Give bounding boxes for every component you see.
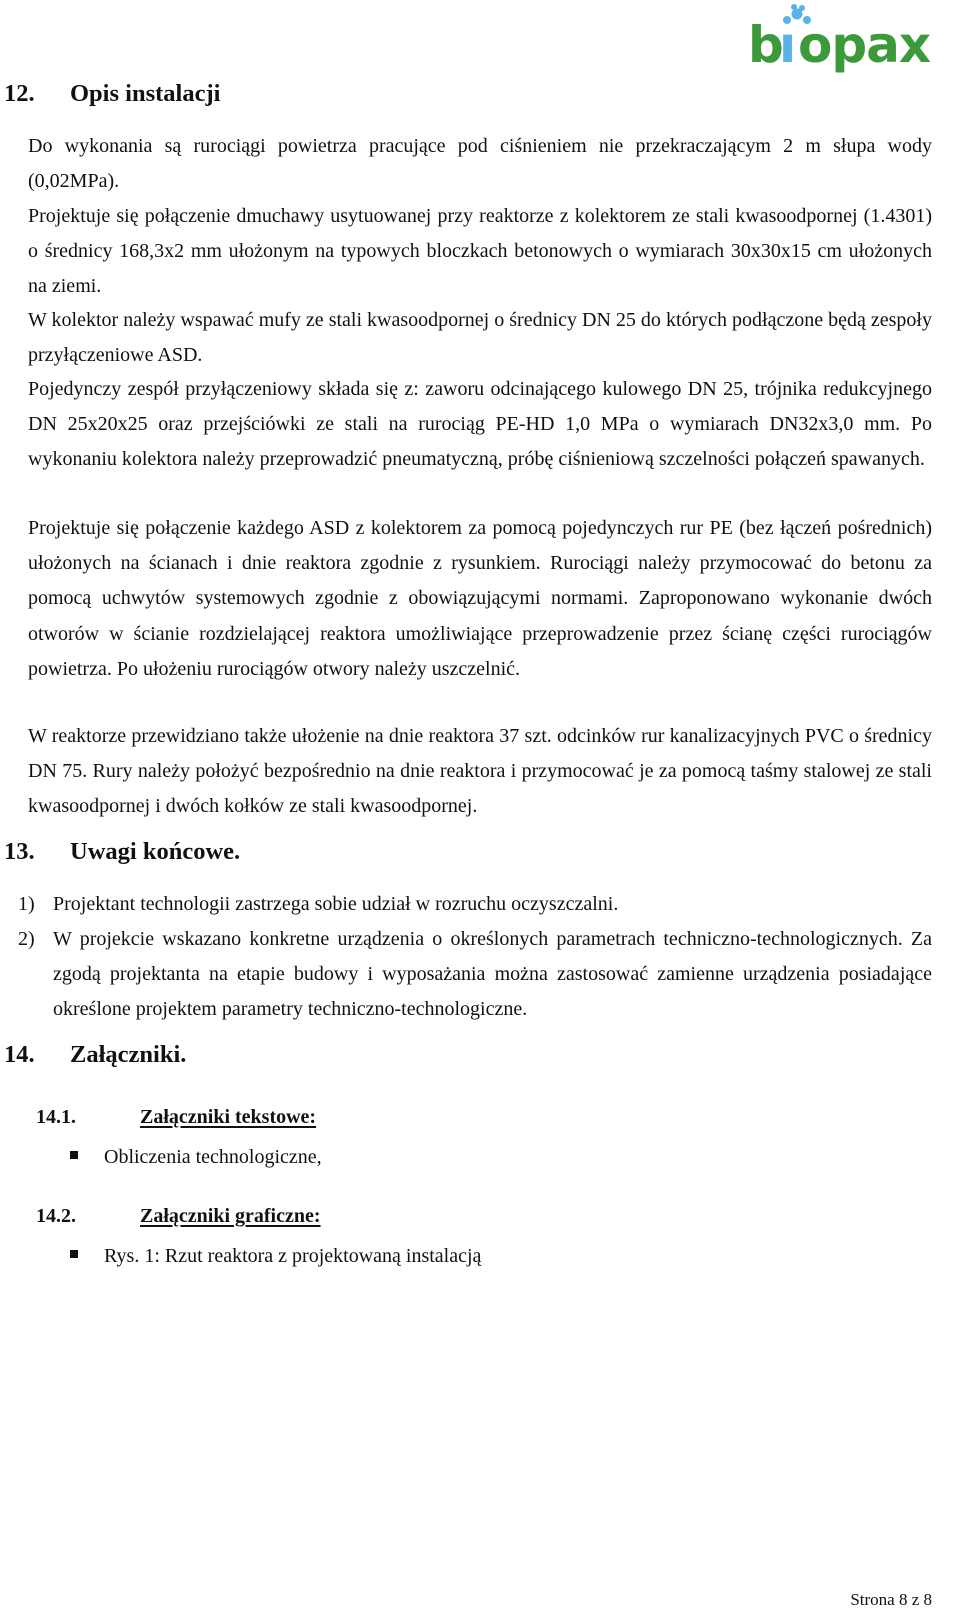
- list-text: Projektant technologii zastrzega sobie udział w rozruchu oczyszczalni.: [53, 893, 619, 915]
- subsection-14-1-heading: [36, 1106, 316, 1129]
- section-13-heading: [4, 838, 240, 866]
- square-bullet-icon: [70, 1250, 78, 1258]
- list-marker: 1): [18, 893, 35, 915]
- list-text: W projekcie wskazano konkretne urządzenia o określonych parametrach techniczno-technologicznych. Za zgodą projektanta na etapie budowy i wyposażania można zastosować zamienne urządzenia posiadające określone projektem parametry techniczno-technologiczne.: [53, 928, 932, 1020]
- svg-text:b: b: [748, 16, 783, 74]
- bullet-item: [70, 1146, 322, 1169]
- list-marker: 2): [18, 928, 35, 950]
- subsection-title: Załączniki graficzne:: [140, 1205, 321, 1227]
- svg-text:ı: ı: [779, 16, 797, 74]
- section-number: 12.: [4, 80, 35, 107]
- subsection-14-2-heading: [36, 1205, 321, 1228]
- svg-text:opax: opax: [798, 16, 931, 74]
- section-title: Załączniki.: [70, 1041, 187, 1068]
- section-title: Opis instalacji: [70, 80, 221, 107]
- paragraph: W reaktorze przewidziano także ułożenie na dnie reaktora 37 szt. odcinków rur kanalizacyjnych PVC o średnicy DN 75. Rury należy położyć bezpośrednio na dnie reaktora i przymocować je za pomocą taśmy stalowej ze stali kwasoodpornej i dwóch kołków ze stali kwasoodpornej.: [28, 725, 932, 818]
- paragraph: Projektuje się połączenie dmuchawy usytuowanej przy reaktorze z kolektorem ze stali kwasoodpornej (1.4301) o średnicy 168,3x2 mm ułożonym na typowych bloczkach betonowych o wymiarach 30x30x15 cm ułożonych na ziemi.: [28, 205, 932, 298]
- section-title: Uwagi końcowe.: [70, 838, 241, 865]
- page-number: Strona 8 z 8: [850, 1590, 932, 1609]
- paragraph: Pojedynczy zespół przyłączeniowy składa się z: zaworu odcinającego kulowego DN 25, trójnika redukcyjnego DN 25x20x25 oraz przejściówki ze stali na rurociąg PE-HD 1,0 MPa o wymiarach DN32x3,0 mm. Po wykonaniu kolektora należy przeprowadzić pneumatyczną, próbę ciśnieniową szczelności połączeń spawanych.: [28, 378, 932, 471]
- section-14-heading: [4, 1041, 186, 1069]
- paragraph: Projektuje się połączenie każdego ASD z kolektorem za pomocą pojedynczych rur PE (bez łączeń pośrednich) ułożonych na ścianach i dnie reaktora zgodnie z rysunkiem. Rurociągi należy przymocować do betonu za pomocą uchwytów systemowych zgodnie z obowiązującymi normami. Zaproponowano wykonanie dwóch otworów w ścianie rozdzielającej reaktora umożliwiające przeprowadzenie przez ścianę części rurociągów powietrza. Po ułożeniu rurociągów otwory należy uszczelnić.: [28, 517, 932, 680]
- subsection-title: Załączniki tekstowe:: [140, 1106, 317, 1128]
- subsection-number: 14.2.: [36, 1205, 76, 1227]
- paragraph: W kolektor należy wspawać mufy ze stali kwasoodpornej o średnicy DN 25 do których podłączone będą zespoły przyłączeniowe ASD.: [28, 309, 932, 367]
- paragraph: Do wykonania są rurociągi powietrza pracujące pod ciśnieniem nie przekraczającym 2 m słupa wody (0,02MPa).: [28, 135, 932, 193]
- section-number: 14.: [4, 1041, 35, 1068]
- bullet-text: Obliczenia technologiczne,: [104, 1146, 322, 1168]
- bullet-text: Rys. 1: Rzut reaktora z projektowaną instalacją: [104, 1245, 482, 1267]
- square-bullet-icon: [70, 1151, 78, 1159]
- section-12-heading: [4, 80, 220, 108]
- subsection-number: 14.1.: [36, 1106, 76, 1128]
- section-number: 13.: [4, 838, 35, 865]
- biopax-logo: [746, 2, 942, 74]
- bullet-item: [70, 1245, 481, 1268]
